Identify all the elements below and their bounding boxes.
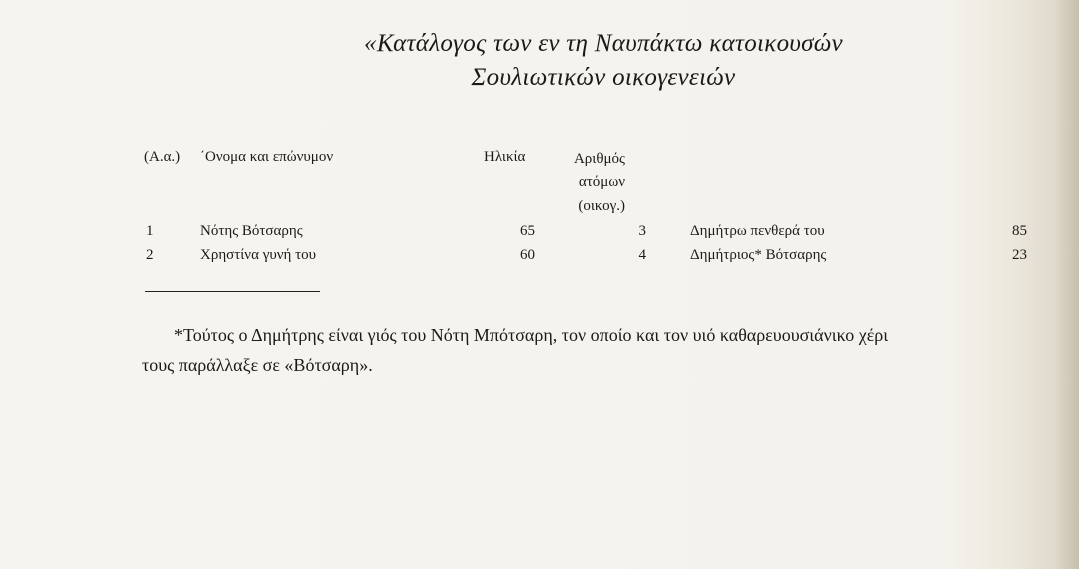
table-row-1-age: 65: [520, 223, 535, 239]
table-row-2-age: 60: [520, 247, 535, 263]
header-persons-line-3: (οικογ.): [578, 198, 625, 214]
header-age: Ηλικία: [484, 149, 526, 165]
table-row-2-name: Χρηστίνα γυνή του: [200, 247, 317, 263]
table-row-1-member-age: 85: [1012, 223, 1027, 239]
table-row-1-persons: 3: [638, 223, 646, 239]
table-row-1-member: Δημήτρω πενθερά του: [690, 223, 825, 239]
footnote-line-1: *Τούτος ο Δημήτρης είναι γιός του Νότη Μπότσαρη, τον οποίο και τον υιό καθαρευουσιάνικο χέρι: [174, 325, 889, 345]
table-row-1-index: 1: [146, 223, 154, 239]
header-name: ΄Ονομα και επώνυμον: [200, 149, 334, 165]
header-index: (Α.α.): [144, 149, 181, 165]
table-row-2-persons: 4: [638, 247, 646, 263]
document-title-line-1: «Κατάλογος των εν τη Ναυπάκτω κατοικουσών: [364, 30, 843, 57]
footnote-line-2: τους παράλλαξε σε «Βότσαρη».: [142, 355, 373, 375]
header-persons-line-2: ατόμων: [578, 174, 625, 190]
footnote-separator: [145, 291, 320, 292]
table-row-2-member-age: 23: [1012, 247, 1027, 263]
table-row-1-name: Νότης Βότσαρης: [200, 223, 303, 239]
document-title-line-2: Σουλιωτικών οικογενειών: [471, 64, 736, 91]
table-row-2-member: Δημήτριος* Βότσαρης: [690, 247, 827, 263]
table-row-2-index: 2: [146, 247, 154, 263]
header-persons-line-1: Αριθμός: [573, 151, 625, 167]
